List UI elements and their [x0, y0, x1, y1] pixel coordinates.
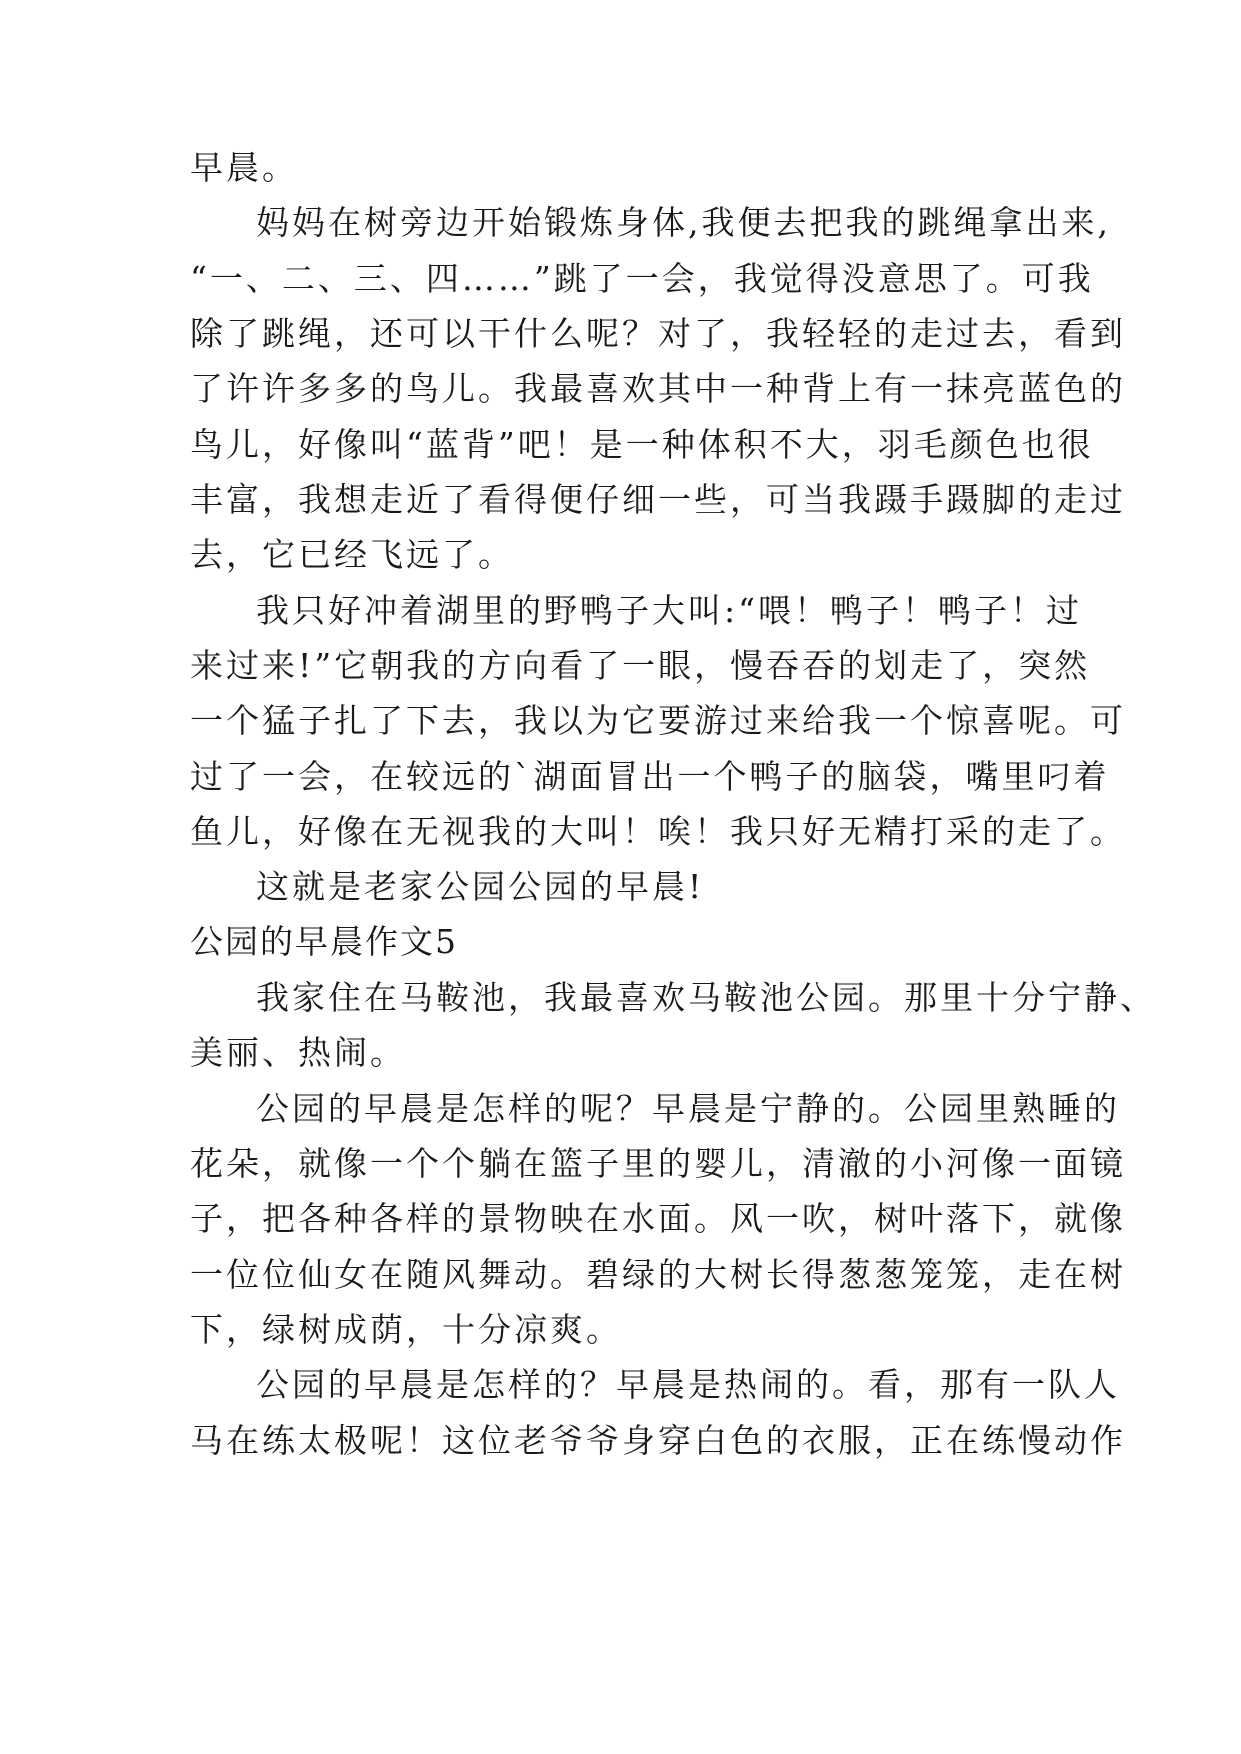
text-line: 了许许多多的鸟儿。我最喜欢其中一种背上有一抹亮蓝色的 [190, 369, 1126, 408]
text-line: 一个猛子扎了下去，我以为它要游过来给我一个惊喜呢。可 [190, 701, 1126, 740]
text-line: 马在练太极呢！这位老爷爷身穿白色的衣服，正在练慢动作 [190, 1421, 1126, 1460]
text-line: 鸟儿，好像叫“蓝背”吧！是一种体积不大，羽毛颜色也很 [190, 425, 1094, 464]
paragraph-first-line: 我只好冲着湖里的野鸭子大叫:“喂！鸭子！鸭子！过 [256, 591, 1082, 630]
text-line: 一位位仙女在随风舞动。碧绿的大树长得葱葱笼笼，走在树 [190, 1255, 1126, 1294]
text-line: 鱼儿，好像在无视我的大叫！唉！我只好无精打采的走了。 [190, 812, 1126, 851]
text-line: 美丽、热闹。 [190, 1033, 406, 1072]
text-line: 子，把各种各样的景物映在水面。风一吹，树叶落下，就像 [190, 1199, 1126, 1238]
text-line: 来过来!”它朝我的方向看了一眼，慢吞吞的划走了，突然 [190, 646, 1091, 685]
paragraph-first-line: 公园的早晨是怎样的呢？早晨是宁静的。公园里熟睡的 [256, 1089, 1120, 1128]
text-line: 下，绿树成荫，十分凉爽。 [190, 1310, 622, 1349]
text-line: 过了一会，在较远的`湖面冒出一个鸭子的脑袋，嘴里叼着 [190, 757, 1110, 796]
text-line: 除了跳绳，还可以干什么呢？对了，我轻轻的走过去，看到 [190, 314, 1126, 353]
text-line: 早晨。 [190, 148, 298, 187]
paragraph-first-line: 公园的早晨是怎样的？早晨是热闹的。看，那有一队人 [256, 1365, 1120, 1404]
section-heading: 公园的早晨作文5 [190, 922, 458, 961]
paragraph-first-line: 这就是老家公园公园的早晨! [256, 867, 705, 906]
text-line: “一、二、三、四……”跳了一会，我觉得没意思了。可我 [190, 259, 1094, 298]
text-line: 去，它已经飞远了。 [190, 535, 514, 574]
text-line: 花朵，就像一个个躺在篮子里的婴儿，清澈的小河像一面镜 [190, 1144, 1126, 1183]
paragraph-first-line: 妈妈在树旁边开始锻炼身体,我便去把我的跳绳拿出来, [256, 203, 1111, 242]
text-line: 丰富，我想走近了看得便仔细一些，可当我蹑手蹑脚的走过 [190, 480, 1126, 519]
paragraph-first-line: 我家住在马鞍池，我最喜欢马鞍池公园。那里十分宁静、 [256, 978, 1156, 1017]
